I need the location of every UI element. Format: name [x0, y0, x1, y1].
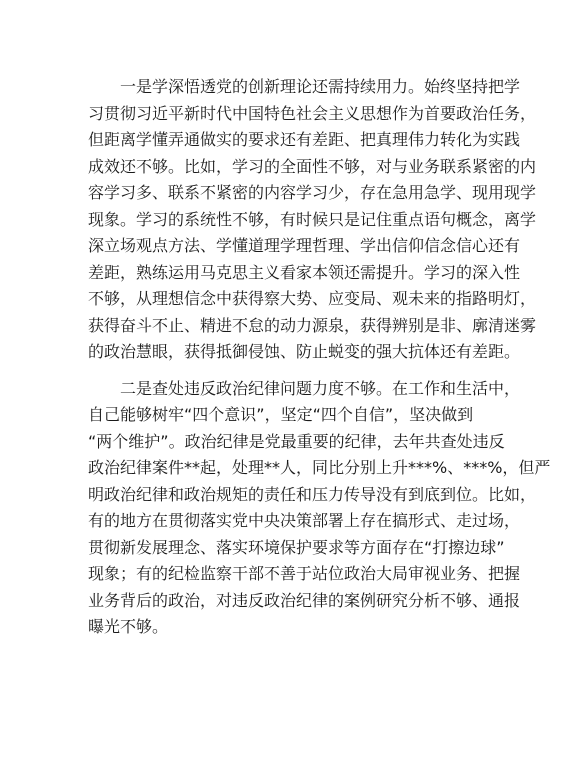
text-line: 现象。学习的系统性不够，有时候只是记住重点语句概念，离学 — [88, 209, 537, 229]
text-line: 现象；有的纪检监察干部不善于站位政治大局审视业务、把握 — [88, 564, 521, 583]
text-line: 不够，从理想信念中获得察大势、应变局、观未来的指路明灯， — [88, 289, 537, 308]
text-line: 一是学深悟透党的创新理论还需持续用力。始终坚持把学 — [120, 77, 521, 96]
text-line: 差距，熟练运用马克思主义看家本领还需提升。学习的深入性 — [88, 262, 521, 282]
text-line: 习贯彻习近平新时代中国特色社会主义思想作为首要政治任务， — [88, 103, 537, 123]
text-line: 业务背后的政治，对违反政治纪律的案例研究分析不够、通报 — [88, 590, 521, 610]
text-line: 深立场观点方法、学懂道理学理哲理、学出信仰信念信心还有 — [88, 236, 521, 255]
text-line: 但距离学懂弄通做实的要求还有差距、把真理伟力转化为实践 — [88, 130, 521, 149]
text-line: “两个维护”。政治纪律是党最重要的纪律，去年共查处违反 — [88, 431, 505, 451]
text-line: 二是查处违反政治纪律问题力度不够。在工作和生活中， — [120, 378, 521, 398]
paragraph-2 — [88, 376, 551, 641]
text-line: 贯彻新发展理念、落实环境保护要求等方面存在“打擦边球” — [88, 537, 505, 557]
text-line: 明政治纪律和政治规矩的责任和压力传导没有到底到位。比如， — [88, 484, 537, 504]
paragraph-spacer — [88, 366, 508, 376]
text-line: 有的地方在贯彻落实党中央决策部署上存在搞形式、走过场， — [88, 511, 521, 530]
text-line: 容学习多、联系不紧密的内容学习少，存在急用急学、现用现学 — [88, 183, 537, 202]
text-line: 政治纪律案件**起，处理**人，同比分别上升***%、***%，但严 — [88, 458, 551, 477]
text-line: 自己能够树牢“四个意识”，坚定“四个自信”，坚决做到 — [88, 405, 474, 424]
text-line: 曝光不够。 — [88, 617, 169, 636]
paragraph-1 — [88, 74, 537, 366]
text-line: 成效还不够。比如，学习的全面性不够，对与业务联系紧密的内 — [88, 156, 537, 176]
text-line: 的政治慧眼，获得抵御侵蚀、防止蜕变的强大抗体还有差距。 — [88, 342, 521, 361]
document-body — [88, 74, 551, 641]
text-line: 获得奋斗不止、精进不怠的动力源泉，获得辨别是非、廓清迷雾 — [88, 315, 537, 335]
